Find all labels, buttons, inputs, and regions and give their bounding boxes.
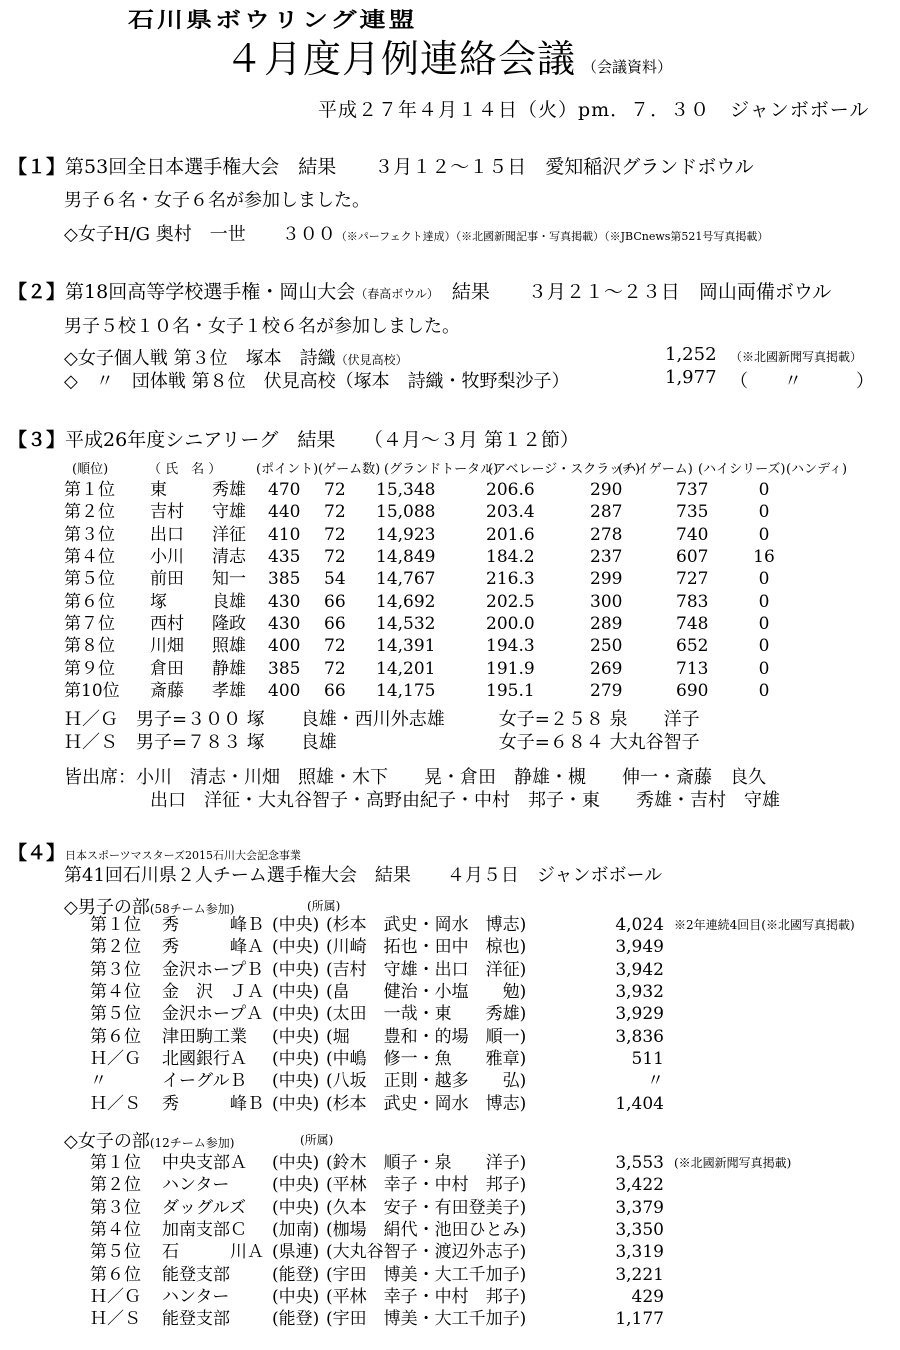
league-row [64, 546, 782, 568]
mens-division-count: (58チーム参加) [149, 902, 235, 916]
grand-total: 14,767 [376, 569, 436, 590]
header-high-series: (ハイシリーズ) [698, 462, 786, 477]
grand-total: 14,849 [376, 547, 436, 568]
header-name: （ 氏 名 ） [148, 462, 222, 477]
members: (久本 安子・有田登美子) [326, 1197, 527, 1218]
given-name: 守雄 [212, 502, 246, 523]
mens-result-row [90, 1070, 874, 1092]
rank: 第６位 [90, 1026, 141, 1047]
given-name: 照雄 [212, 636, 246, 657]
team-name: 加南支部Ｃ [162, 1220, 247, 1241]
rank: 第３位 [64, 524, 115, 545]
league-row [64, 568, 782, 590]
header-games: (ゲーム数) [318, 462, 381, 477]
womens-result-row [90, 1152, 874, 1174]
grand-total: 15,088 [376, 502, 436, 523]
members: (平林 幸子・中村 邦子) [326, 1286, 527, 1307]
section-2-result-2-score: 1,977 [665, 367, 717, 388]
given-name: 洋征 [212, 524, 246, 545]
rank: 第２位 [64, 502, 115, 523]
score: 1,177 [615, 1309, 664, 1330]
given-name: 秀雄 [212, 480, 246, 501]
affiliation: (能登) [272, 1309, 320, 1330]
section-2-result-2: ◇ 〃 団体戦 第８位 伏見高校（塚本 詩織・牧野梨沙子） [64, 371, 570, 392]
members: (川崎 拓也・田中 椋也) [326, 937, 527, 958]
family-name: 塚 [150, 591, 167, 612]
high-game: 237 [590, 547, 623, 568]
high-series: 727 [676, 569, 709, 590]
family-name: 小川 [150, 547, 184, 568]
rank: 第５位 [90, 1004, 141, 1025]
affiliation: (能登) [272, 1264, 320, 1285]
games: 66 [324, 680, 346, 701]
womens-division-heading [64, 1127, 234, 1153]
score: 1,404 [615, 1093, 664, 1114]
section-2-number: 【２】 [8, 281, 66, 303]
handicap: 0 [758, 658, 770, 679]
mens-result-row [90, 936, 874, 958]
games: 72 [324, 524, 346, 545]
team-name: 秀 峰Ｂ [162, 915, 264, 936]
given-name: 知一 [212, 569, 246, 590]
score: 3,422 [615, 1175, 664, 1196]
average: 195.1 [486, 680, 535, 701]
section-2-result-2-publication: （ 〃 ） [730, 371, 874, 392]
team-name: 秀 峰Ａ [162, 937, 264, 958]
league-row [64, 680, 782, 702]
section-3-heading [8, 425, 579, 452]
section-2-result-1-score: 1,252 [665, 344, 717, 365]
grand-total: 14,923 [376, 524, 436, 545]
given-name: 良雄 [212, 591, 246, 612]
team-name: ダッグルズ [162, 1197, 246, 1218]
womens-division-table [90, 1152, 874, 1330]
note [664, 936, 874, 958]
given-name: 清志 [212, 547, 246, 568]
affiliation: (中央) [272, 959, 320, 980]
document-title [225, 28, 672, 83]
rank: 第８位 [64, 636, 115, 657]
team-name: 能登支部 [162, 1309, 230, 1330]
high-series: 607 [676, 547, 709, 568]
family-name: 吉村 [150, 502, 184, 523]
rank: 第４位 [90, 982, 141, 1003]
mens-result-row [90, 914, 874, 936]
members: (畠 健治・小塩 勉) [326, 982, 527, 1003]
header-rank: (順位) [72, 462, 109, 477]
note [664, 1263, 874, 1285]
average: 191.9 [486, 658, 535, 679]
points: 435 [268, 547, 301, 568]
members: (中嶋 修一・魚 雅章) [326, 1048, 527, 1069]
affiliation: (中央) [272, 1153, 320, 1174]
league-row [64, 657, 782, 679]
score: 4,024 [615, 915, 664, 936]
team-name: 金 沢 ＪＡ [162, 982, 264, 1003]
score: 3,379 [615, 1197, 664, 1218]
perfect-attendance-line-2: 出口 洋征・大丸谷智子・高野由紀子・中村 邦子・東 秀雄・吉村 守雄 [150, 790, 780, 811]
rank: 第７位 [64, 613, 115, 634]
given-name: 孝雄 [212, 680, 246, 701]
rank: 〃 [90, 1071, 107, 1092]
family-name: 倉田 [150, 658, 184, 679]
handicap: 0 [758, 502, 770, 523]
high-series: 740 [676, 524, 709, 545]
womens-division-count: (12チーム参加) [149, 1136, 235, 1150]
games: 72 [324, 658, 346, 679]
grand-total: 15,348 [376, 480, 436, 501]
handicap: 0 [758, 680, 770, 701]
note [664, 959, 874, 981]
section-2-result-1-school: （伏見高校） [335, 353, 408, 367]
league-row [64, 590, 782, 612]
rank: 第10位 [64, 680, 120, 701]
mens-result-row [90, 959, 874, 981]
note [664, 1174, 874, 1196]
note [664, 1092, 874, 1114]
rank: 第９位 [64, 658, 115, 679]
section-2-title-a: 第18回高等学校選手権・岡山大会 [65, 281, 356, 303]
affiliation: (中央) [272, 1093, 320, 1114]
points: 440 [268, 502, 301, 523]
grand-total: 14,692 [376, 591, 436, 612]
womens-result-row [90, 1219, 874, 1241]
mens-division-label: ◇男子の部 [64, 897, 150, 918]
score: 3,221 [615, 1264, 664, 1285]
section-1-participants: 男子６名・女子６名が参加しました。 [64, 190, 370, 211]
note [664, 1286, 874, 1308]
section-1-result-main: ◇女子H/G 奥村 一世 ３００ [64, 224, 336, 245]
rank: 第３位 [90, 1197, 141, 1218]
league-row [64, 613, 782, 635]
rank: 第５位 [90, 1242, 141, 1263]
affiliation: (中央) [272, 915, 320, 936]
grand-total: 14,532 [376, 613, 436, 634]
members: (枷場 絹代・池田ひとみ) [326, 1220, 527, 1241]
note [664, 1308, 874, 1330]
points: 385 [268, 658, 301, 679]
points: 400 [268, 636, 301, 657]
handicap: 16 [753, 547, 775, 568]
affiliation: (中央) [272, 1286, 320, 1307]
members: (堀 豊和・的場 順一) [326, 1026, 527, 1047]
league-row [64, 524, 782, 546]
section-2-title-b: 結果 ３月２１～２３日 岡山両備ボウル [432, 281, 832, 303]
note [664, 1048, 874, 1070]
organization-name: 石川県ボウリング連盟 [128, 8, 418, 33]
section-3-title: 平成26年度シニアリーグ 結果 （４月～３月 第１２節） [65, 429, 579, 451]
womens-division-label: ◇女子の部 [64, 1131, 150, 1152]
affiliation: (加南) [272, 1220, 320, 1241]
rank: 第２位 [90, 937, 141, 958]
league-high-series: Ｈ／Ｓ 男子=７８３ 塚 良雄 女子=６８４ 大丸谷智子 [64, 732, 700, 753]
section-1-result [64, 220, 768, 246]
average: 216.3 [486, 569, 535, 590]
family-name: 西村 [150, 613, 184, 634]
note [664, 1197, 874, 1219]
score: 3,942 [615, 959, 664, 980]
affiliation: (中央) [272, 1071, 320, 1092]
members: (杉本 武史・岡水 博志) [326, 1093, 527, 1114]
average: 201.6 [486, 524, 535, 545]
members: (平林 幸子・中村 邦子) [326, 1175, 527, 1196]
given-name: 隆政 [212, 613, 246, 634]
affiliation: (中央) [272, 937, 320, 958]
mens-affiliation-label: (所属) [307, 899, 341, 913]
rank: 第６位 [90, 1264, 141, 1285]
games: 72 [324, 547, 346, 568]
affiliation: (中央) [272, 1197, 320, 1218]
average: 206.6 [486, 480, 535, 501]
high-series: 690 [676, 680, 709, 701]
high-series: 783 [676, 591, 709, 612]
title-subtitle: （会議資料） [582, 58, 673, 76]
score: 511 [631, 1048, 664, 1069]
members: (杉本 武史・岡水 博志) [326, 915, 527, 936]
note [664, 1219, 874, 1241]
score: 3,319 [615, 1242, 664, 1263]
rank: 第１位 [64, 480, 115, 501]
affiliation: (中央) [272, 1026, 320, 1047]
section-3-number: 【３】 [8, 429, 66, 451]
family-name: 川畑 [150, 636, 184, 657]
league-table-header [0, 458, 900, 476]
team-name: 津田駒工業 [162, 1026, 247, 1047]
title-text: ４月度月例連絡会議 [225, 37, 577, 81]
mens-result-row [90, 1003, 874, 1025]
affiliation: (中央) [272, 1048, 320, 1069]
points: 430 [268, 591, 301, 612]
womens-result-row [90, 1174, 874, 1196]
league-row [64, 635, 782, 657]
rank: 第４位 [90, 1220, 141, 1241]
header-grand-total: (グランドトータル) [384, 462, 499, 477]
womens-result-row [90, 1197, 874, 1219]
grand-total: 14,391 [376, 636, 436, 657]
games: 66 [324, 613, 346, 634]
section-2-heading [8, 277, 831, 304]
score: 3,553 [615, 1153, 664, 1174]
score: 3,949 [615, 937, 664, 958]
high-series: 737 [676, 480, 709, 501]
grand-total: 14,201 [376, 658, 436, 679]
high-game: 269 [590, 658, 623, 679]
note [664, 1025, 874, 1047]
high-game: 279 [590, 680, 623, 701]
average: 184.2 [486, 547, 535, 568]
team-name: 金沢ホープＡ [162, 1004, 264, 1025]
affiliation: (中央) [272, 1004, 320, 1025]
high-game: 299 [590, 569, 623, 590]
score: 3,836 [615, 1026, 664, 1047]
affiliation: (中央) [272, 1175, 320, 1196]
header-high-game: (ハイゲーム) [618, 462, 693, 477]
team-name: ハンター [162, 1175, 230, 1196]
games: 72 [324, 502, 346, 523]
meeting-date-line: 平成２７年４月１４日（火）pm．７．３０ ジャンボボール [318, 99, 870, 121]
games: 54 [324, 569, 346, 590]
members: (太田 一哉・東 秀雄) [326, 1004, 527, 1025]
perfect-attendance-line-1: 皆出席：小川 清志・川畑 照雄・木下 晃・倉田 静雄・槻 伸一・斎藤 良久 [64, 767, 766, 788]
section-1-number: 【１】 [8, 156, 66, 178]
mens-result-row [90, 1025, 874, 1047]
section-2-participants: 男子５校１０名・女子１校６名が参加しました。 [64, 316, 460, 337]
note [664, 1241, 874, 1263]
league-high-game: Ｈ／Ｇ 男子=３００ 塚 良雄・西川外志雄 女子=２５８ 泉 洋子 [64, 709, 700, 730]
points: 430 [268, 613, 301, 634]
grand-total: 14,175 [376, 680, 436, 701]
family-name: 出口 [150, 524, 184, 545]
average: 202.5 [486, 591, 535, 612]
high-game: 278 [590, 524, 623, 545]
note [664, 981, 874, 1003]
section-4-number: 【４】 [8, 842, 66, 864]
header-points: (ポイント) [256, 462, 319, 477]
points: 400 [268, 680, 301, 701]
note: ※2年連続4回目(※北國写真掲載) [674, 918, 855, 933]
high-series: 713 [676, 658, 709, 679]
members: (吉村 守雄・出口 洋征) [326, 959, 527, 980]
given-name: 静雄 [212, 658, 246, 679]
mens-result-row [90, 1048, 874, 1070]
average: 200.0 [486, 613, 535, 634]
high-game: 290 [590, 480, 623, 501]
score: 3,932 [615, 982, 664, 1003]
handicap: 0 [758, 613, 770, 634]
rank: 第４位 [64, 547, 115, 568]
section-2-result-1-publication: （※北國新聞写真掲載） [730, 350, 863, 364]
rank: 第６位 [64, 591, 115, 612]
team-name: 能登支部 [162, 1264, 230, 1285]
note [664, 1070, 874, 1092]
rank: 第１位 [90, 915, 141, 936]
team-name: 中央支部Ａ [162, 1153, 247, 1174]
family-name: 前田 [150, 569, 184, 590]
section-4-pre-title: 日本スポーツマスターズ2015石川大会記念事業 [65, 849, 302, 862]
womens-result-row [90, 1263, 874, 1285]
rank: Ｈ／Ｓ [90, 1309, 141, 1330]
rank: 第３位 [90, 959, 141, 980]
team-name: 北國銀行Ａ [162, 1048, 247, 1069]
mens-result-row [90, 1092, 874, 1114]
league-row [64, 479, 782, 501]
section-2-result-1-text: ◇女子個人戦 第３位 塚本 詩織 [64, 348, 336, 369]
points: 470 [268, 480, 301, 501]
members: (八坂 正則・越多 弘) [326, 1071, 527, 1092]
high-game: 287 [590, 502, 623, 523]
handicap: 0 [758, 591, 770, 612]
score: 429 [631, 1286, 664, 1307]
womens-result-row [90, 1286, 874, 1308]
games: 72 [324, 480, 346, 501]
members: (宇田 博美・大工千加子) [326, 1309, 527, 1330]
high-series: 735 [676, 502, 709, 523]
score: 3,350 [615, 1220, 664, 1241]
section-1-result-notes: （※パーフェクト達成）（※北國新聞記事・写真掲載）（※JBCnews第521号写真掲載） [335, 230, 769, 243]
games: 72 [324, 636, 346, 657]
team-name: イーグルＢ [162, 1071, 247, 1092]
high-game: 300 [590, 591, 623, 612]
header-handicap: (ハンディ) [786, 462, 848, 477]
family-name: 東 [150, 480, 167, 501]
members: (大丸谷智子・渡辺外志子) [326, 1242, 527, 1263]
section-1-heading [8, 152, 754, 179]
team-name: 秀 峰Ｂ [162, 1093, 264, 1114]
rank: Ｈ／Ｇ [90, 1286, 141, 1307]
score: 〃 [647, 1071, 664, 1092]
average: 203.4 [486, 502, 535, 523]
members: (鈴木 順子・泉 洋子) [326, 1153, 527, 1174]
high-game: 250 [590, 636, 623, 657]
high-game: 289 [590, 613, 623, 634]
header-average: (アベレージ・スクラッチ) [488, 462, 641, 477]
team-name: 金沢ホープＢ [162, 959, 264, 980]
league-standings-table [64, 479, 782, 702]
mens-result-row [90, 981, 874, 1003]
mens-division-table [90, 914, 874, 1115]
members: (宇田 博美・大工千加子) [326, 1264, 527, 1285]
womens-result-row [90, 1308, 874, 1330]
handicap: 0 [758, 480, 770, 501]
section-4-title: 第41回石川県２人チーム選手権大会 結果 ４月５日 ジャンボボール [64, 865, 663, 886]
handicap: 0 [758, 524, 770, 545]
handicap: 0 [758, 569, 770, 590]
rank: 第５位 [64, 569, 115, 590]
rank: Ｈ／Ｓ [90, 1093, 141, 1114]
team-name: 石 川Ａ [162, 1242, 264, 1263]
team-name: ハンター [162, 1286, 230, 1307]
section-2-title-note: （春高ボウル） [355, 287, 433, 301]
points: 385 [268, 569, 301, 590]
league-row [64, 501, 782, 523]
high-series: 652 [676, 636, 709, 657]
family-name: 斎藤 [150, 680, 184, 701]
rank: Ｈ／Ｇ [90, 1048, 141, 1069]
rank: 第２位 [90, 1175, 141, 1196]
womens-affiliation-label: (所属) [300, 1133, 334, 1147]
high-series: 748 [676, 613, 709, 634]
average: 194.3 [486, 636, 535, 657]
note: (※北國新聞写真掲載) [674, 1156, 792, 1171]
section-1-title: 第53回全日本選手権大会 結果 ３月１２～１５日 愛知稲沢グランドボウル [65, 156, 754, 178]
womens-result-row [90, 1241, 874, 1263]
affiliation: (中央) [272, 982, 320, 1003]
points: 410 [268, 524, 301, 545]
note [664, 1003, 874, 1025]
handicap: 0 [758, 636, 770, 657]
score: 3,929 [615, 1004, 664, 1025]
games: 66 [324, 591, 346, 612]
affiliation: (県連) [272, 1242, 320, 1263]
rank: 第１位 [90, 1153, 141, 1174]
